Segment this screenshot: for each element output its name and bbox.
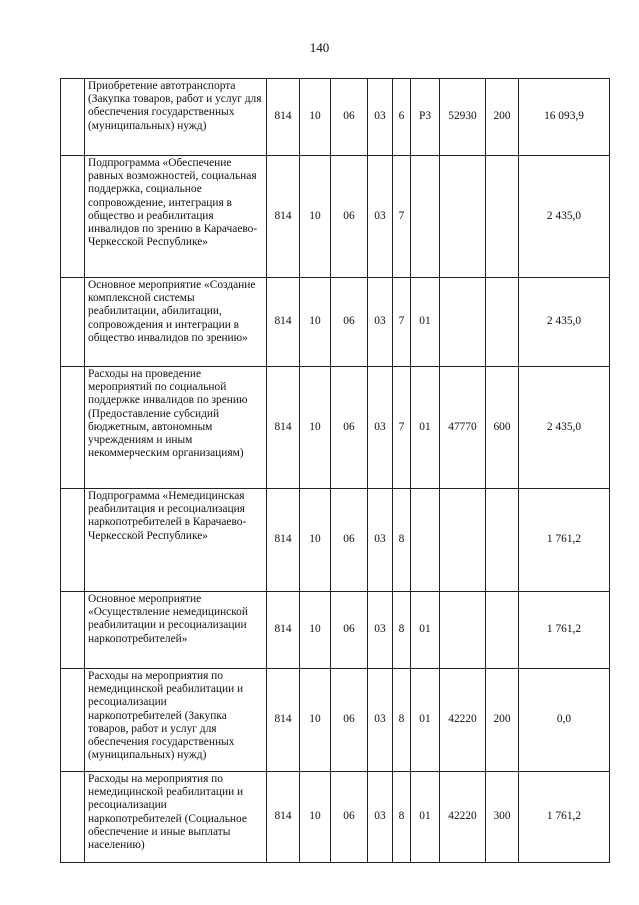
subsection-code: 06: [331, 592, 368, 669]
budget-table: [60, 78, 610, 863]
subprogram-code: 7: [393, 156, 411, 278]
event-code: [411, 156, 440, 278]
table-row: [61, 772, 610, 863]
event-code: 01: [411, 669, 440, 772]
ministry-code: 814: [267, 592, 300, 669]
amount: 2 435,0: [519, 367, 610, 489]
ministry-code: 814: [267, 772, 300, 863]
program-code: 03: [368, 669, 393, 772]
blank-cell: [61, 489, 85, 592]
program-code: 03: [368, 772, 393, 863]
expense-type-code: [486, 592, 519, 669]
row-name: Основное мероприятие «Создание комплексной системы реабилитации, абилитации, сопровождения и интеграции в общество инвалидов по зрению»: [85, 278, 267, 367]
blank-cell: [61, 79, 85, 156]
expense-type-code: 300: [486, 772, 519, 863]
table-row: [61, 592, 610, 669]
blank-cell: [61, 772, 85, 863]
amount: 16 093,9: [519, 79, 610, 156]
event-code: 01: [411, 772, 440, 863]
subprogram-code: 7: [393, 367, 411, 489]
subsection-code: 06: [331, 669, 368, 772]
program-code: 03: [368, 156, 393, 278]
blank-cell: [61, 156, 85, 278]
subsection-code: 06: [331, 772, 368, 863]
amount: 1 761,2: [519, 772, 610, 863]
event-code: [411, 489, 440, 592]
event-code: 01: [411, 592, 440, 669]
subsection-code: 06: [331, 79, 368, 156]
amount: 0,0: [519, 669, 610, 772]
table-row: [61, 489, 610, 592]
row-name: Подпрограмма «Обеспечение равных возможностей, социальная поддержка, социальное сопровождение, интеграция в общество и реабилитация инвалидов по зрению в Карачаево-Черкесской Республике»: [85, 156, 267, 278]
subprogram-code: 8: [393, 489, 411, 592]
subprogram-code: 6: [393, 79, 411, 156]
direction-code: [440, 592, 486, 669]
subsection-code: 06: [331, 367, 368, 489]
direction-code: [440, 278, 486, 367]
subsection-code: 06: [331, 489, 368, 592]
subprogram-code: 8: [393, 592, 411, 669]
direction-code: 42220: [440, 669, 486, 772]
subsection-code: 06: [331, 156, 368, 278]
blank-cell: [61, 669, 85, 772]
ministry-code: 814: [267, 669, 300, 772]
expense-type-code: [486, 489, 519, 592]
ministry-code: 814: [267, 278, 300, 367]
row-name: Расходы на мероприятия по немедицинской реабилитации и ресоциализации наркопотребителей (Закупка товаров, работ и услуг для обеспечения государственных (муниципальных) нужд): [85, 669, 267, 772]
direction-code: [440, 489, 486, 592]
ministry-code: 814: [267, 367, 300, 489]
event-code: 01: [411, 367, 440, 489]
row-name: Приобретение автотранспорта (Закупка товаров, работ и услуг для обеспечения государственных (муниципальных) нужд): [85, 79, 267, 156]
amount: 2 435,0: [519, 156, 610, 278]
amount: 2 435,0: [519, 278, 610, 367]
amount: 1 761,2: [519, 592, 610, 669]
program-code: 03: [368, 489, 393, 592]
expense-type-code: [486, 278, 519, 367]
subsection-code: 06: [331, 278, 368, 367]
table-row: [61, 79, 610, 156]
event-code: P3: [411, 79, 440, 156]
ministry-code: 814: [267, 489, 300, 592]
program-code: 03: [368, 367, 393, 489]
section-code: 10: [300, 772, 331, 863]
section-code: 10: [300, 669, 331, 772]
section-code: 10: [300, 592, 331, 669]
event-code: 01: [411, 278, 440, 367]
expense-type-code: 200: [486, 79, 519, 156]
ministry-code: 814: [267, 79, 300, 156]
expense-type-code: 600: [486, 367, 519, 489]
row-name: Основное мероприятие «Осуществление немедицинской реабилитации и ресоциализации наркопотребителей»: [85, 592, 267, 669]
subprogram-code: 7: [393, 278, 411, 367]
ministry-code: 814: [267, 156, 300, 278]
blank-cell: [61, 367, 85, 489]
subprogram-code: 8: [393, 669, 411, 772]
table-row: [61, 669, 610, 772]
page-number: 140: [309, 40, 330, 55]
section-code: 10: [300, 489, 331, 592]
amount: 1 761,2: [519, 489, 610, 592]
program-code: 03: [368, 79, 393, 156]
program-code: 03: [368, 278, 393, 367]
table-row: [61, 367, 610, 489]
row-name: Расходы на мероприятия по немедицинской реабилитации и ресоциализации наркопотребителей (Социальное обеспечение и иные выплаты населению): [85, 772, 267, 863]
expense-type-code: [486, 156, 519, 278]
section-code: 10: [300, 156, 331, 278]
row-name: Подпрограмма «Немедицинская реабилитация и ресоциализация наркопотребителей в Карачаево-Черкесской Республике»: [85, 489, 267, 592]
program-code: 03: [368, 592, 393, 669]
direction-code: 42220: [440, 772, 486, 863]
blank-cell: [61, 592, 85, 669]
section-code: 10: [300, 79, 331, 156]
blank-cell: [61, 278, 85, 367]
direction-code: 47770: [440, 367, 486, 489]
direction-code: [440, 156, 486, 278]
direction-code: 52930: [440, 79, 486, 156]
section-code: 10: [300, 278, 331, 367]
row-name: Расходы на проведение мероприятий по социальной поддержке инвалидов по зрению (Предоставление субсидий бюджетным, автономным учреждениям и иным некоммерческим организациям): [85, 367, 267, 489]
section-code: 10: [300, 367, 331, 489]
table-row: [61, 156, 610, 278]
subprogram-code: 8: [393, 772, 411, 863]
table-row: [61, 278, 610, 367]
expense-type-code: 200: [486, 669, 519, 772]
